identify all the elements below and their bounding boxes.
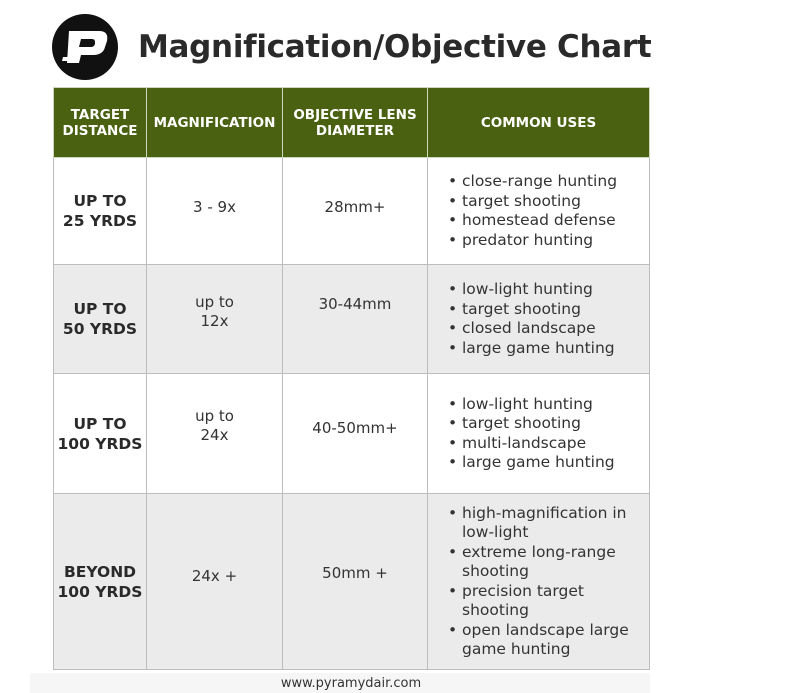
list-item: • target shooting [448,300,643,320]
page-title: Magnification/Objective Chart [138,29,652,65]
list-item: • open landscape large game hunting [448,621,643,660]
uses-list [448,504,643,660]
magnification-cell: 3 - 9x [147,158,283,265]
list-item: • low-light hunting [448,280,643,300]
table-row [54,265,650,374]
target-distance-cell: UP TO 25 YRDS [54,158,147,265]
list-item: • precision target shooting [448,582,643,621]
uses-list [448,172,643,250]
target-distance-cell: UP TO 100 YRDS [54,374,147,494]
target-distance-cell: UP TO 50 YRDS [54,265,147,374]
list-item: • target shooting [448,192,643,212]
uses-list [448,280,643,358]
table-row [54,494,650,670]
pyramyd-air-logo-icon [52,14,118,80]
header-target-distance: TARGET DISTANCE [54,88,147,158]
list-item: • predator hunting [448,231,643,251]
list-item: • closed landscape [448,319,643,339]
page-header [52,14,651,80]
magnification-cell: up to 12x [147,265,283,374]
list-item: • low-light hunting [448,395,643,415]
magnification-cell: up to 24x [147,374,283,494]
list-item: • homestead defense [448,211,643,231]
common-uses-cell [428,265,650,374]
list-item: • large game hunting [448,453,643,473]
objective-cell: 40-50mm+ [283,374,428,494]
header-objective-lens-diameter: OBJECTIVE LENS DIAMETER [283,88,428,158]
magnification-cell: 24x + [147,494,283,670]
uses-list [448,395,643,473]
common-uses-cell [428,158,650,265]
list-item: • high-magnification in low-light [448,504,643,543]
objective-cell: 30-44mm [283,265,428,374]
objective-cell: 50mm + [283,494,428,670]
table-header-row [54,88,650,158]
target-distance-cell: BEYOND 100 YRDS [54,494,147,670]
list-item: • extreme long-range shooting [448,543,643,582]
table-row [54,158,650,265]
list-item: • target shooting [448,414,643,434]
list-item: • multi-landscape [448,434,643,454]
magnification-objective-table [53,87,650,670]
footer-url: www.pyramydair.com [280,676,422,691]
common-uses-cell [428,494,650,670]
header-magnification: MAGNIFICATION [147,88,283,158]
list-item: • large game hunting [448,339,643,359]
list-item: • close-range hunting [448,172,643,192]
common-uses-cell [428,374,650,494]
table-row [54,374,650,494]
header-common-uses: COMMON USES [428,88,650,158]
objective-cell: 28mm+ [283,158,428,265]
